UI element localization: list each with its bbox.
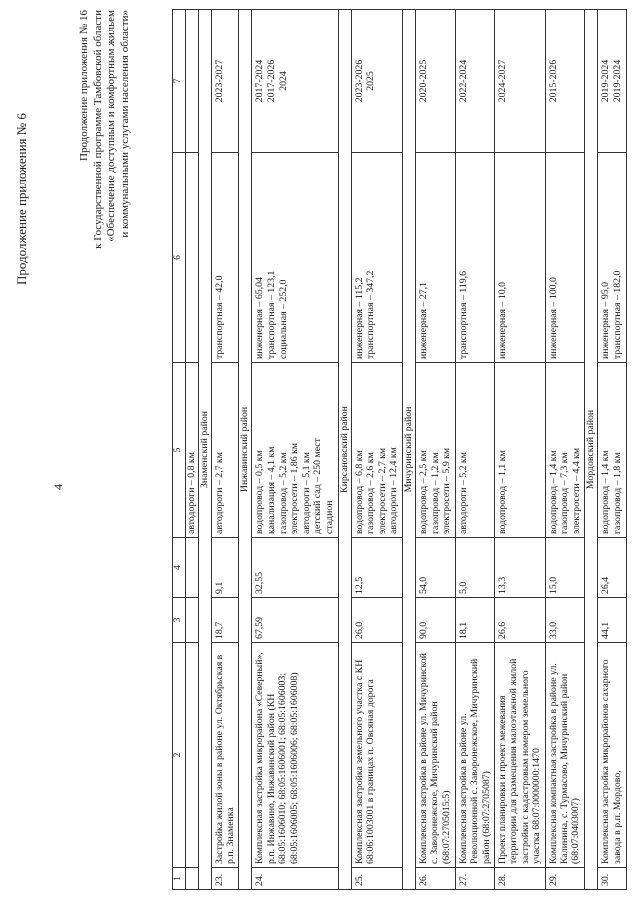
- column-4-value: 12,5: [351, 538, 402, 598]
- district-name: Мичуринский район: [402, 10, 415, 890]
- column-4-value: 13,3: [494, 538, 545, 598]
- table-row: [598, 10, 626, 890]
- year-line: 2024-2027: [496, 59, 508, 103]
- area-value: 26,6: [494, 598, 545, 643]
- years-cell: [455, 10, 494, 153]
- district-name: Инжавинский район: [239, 10, 252, 890]
- table-row: [211, 10, 239, 890]
- row-number: 24.: [252, 868, 338, 890]
- row-number: 28.: [494, 868, 545, 890]
- investment-cell: [545, 153, 585, 363]
- investment-cell: [455, 153, 494, 363]
- investment-line: инженерная – 10,0: [496, 281, 508, 359]
- object-line: газопровод – 7,3 км: [559, 452, 571, 534]
- section-header-row: [198, 10, 211, 890]
- object-line: автодороги – 5,1 км: [300, 452, 312, 534]
- investment-line: транспортная – 347,2: [365, 270, 377, 359]
- column-number: 2: [173, 643, 186, 868]
- subtitle-line: к Государственной программе Тамбовской области: [91, 10, 104, 249]
- project-name: Комплексная застройка микрорайонов сахарного завода в р.п. Мордово,: [598, 643, 626, 868]
- area-value: 67,59: [252, 598, 338, 643]
- district-name: Знаменский район: [198, 10, 211, 890]
- investment-cell: [351, 153, 402, 363]
- objects-cell: [351, 363, 402, 538]
- object-line: газопровод – 1,2 км: [429, 452, 441, 534]
- table-row: [494, 10, 545, 890]
- area-value: 26,0: [351, 598, 402, 643]
- investment-line: социальная – 252,0: [277, 279, 289, 359]
- register-table: [172, 9, 627, 890]
- object-line: водопровод – 1,4 км: [600, 450, 612, 534]
- project-name: Проект планировки и проект межевания территории для размещения малоэтажной жилой застройки с кадастровым номером земельного участка 68:07:0000000:1470: [494, 643, 545, 868]
- column-number: 6: [173, 153, 186, 363]
- column-number-row: [173, 10, 186, 890]
- area-value: 18,1: [455, 598, 494, 643]
- object-line: автодороги – 5,2 км: [457, 452, 469, 534]
- objects-cell: [455, 363, 494, 538]
- row-number: 30.: [598, 868, 626, 890]
- column-4-value: 26,4: [598, 538, 626, 598]
- year-line: 2024: [277, 71, 289, 91]
- section-header-row: [338, 10, 351, 890]
- column-4-value: 9,1: [211, 538, 239, 598]
- column-number: 3: [173, 598, 186, 643]
- row-number: 26.: [415, 868, 455, 890]
- years-cell: [211, 10, 239, 153]
- investment-line: инженерная – 115,2: [353, 277, 365, 359]
- years-cell: [494, 10, 545, 153]
- object-line: водопровод – 0,5 км: [254, 450, 266, 534]
- empty-cell: [185, 538, 198, 598]
- column-number: 4: [173, 538, 186, 598]
- page-number: 4: [51, 484, 65, 490]
- object-line: детский сад – 250 мест: [312, 438, 324, 534]
- investment-line: транспортная – 123,1: [266, 270, 277, 359]
- investment-line: транспортная – 119,6: [457, 270, 469, 359]
- year-line: 2015-2026: [547, 59, 559, 103]
- section-header-row: [585, 10, 598, 890]
- objects-cell: [494, 363, 545, 538]
- object-line: водопровод – 2,5 км: [417, 450, 429, 534]
- investment-line: инженерная – 65,04: [254, 277, 266, 359]
- empty-cell: [185, 10, 198, 153]
- object-line: автодороги – 12,4 км: [388, 447, 400, 534]
- years-cell: [252, 10, 338, 153]
- section-header-row: [239, 10, 252, 890]
- subtitle-line: Продолжение приложения № 16: [78, 10, 90, 161]
- investment-line: инженерная – 95,0: [600, 281, 612, 359]
- project-name: Комплексная застройка в районе ул. Революционной с. Заворонежское, Мичуринский район (68:07:2705087): [455, 643, 494, 868]
- object-line: электросети – 2,7 км: [376, 447, 388, 534]
- investment-cell: [252, 153, 338, 363]
- row-number: 25.: [351, 868, 402, 890]
- year-line: 2022-2024: [457, 59, 469, 103]
- column-4-value: 32,55: [252, 538, 338, 598]
- appendix-title: Продолжение приложения № 6: [14, 113, 29, 285]
- project-name: Комплексная застройка микрорайона «Северный», р.п. Инжавино, Инжавинский район (КН 68:05:1606010; 68:05:1606001; 68:05:1606003; 68:05:1606005; 68:05:1606006; 68:05:1606008): [252, 643, 338, 868]
- column-4-value: 5,0: [455, 538, 494, 598]
- appendix-subtitle: [78, 10, 132, 330]
- objects-cell: [415, 363, 455, 538]
- column-number: 5: [173, 363, 186, 538]
- row-number: 23.: [211, 868, 239, 890]
- project-name: Комплексная застройка земельного участка с КН 68:06:1003001 в границах п. Овсяная дорога: [351, 643, 402, 868]
- year-line: 2019-2024: [611, 59, 623, 103]
- table-row: [252, 10, 338, 890]
- column-4-value: 15,0: [545, 538, 585, 598]
- investment-line: транспортная – 42,0: [213, 275, 225, 359]
- year-line: 2019-2024: [600, 59, 612, 103]
- continued-row: [185, 10, 198, 890]
- subtitle-line: «Обеспечение доступным и комфортным жильем: [105, 10, 117, 242]
- objects-cell: [598, 363, 626, 538]
- object-line: канализация – 4,1 км: [266, 446, 277, 534]
- object-line: водопровод – 1,1 км: [496, 450, 508, 534]
- object-line: водопровод – 6,8 км: [353, 450, 365, 534]
- investment-cell: [598, 153, 626, 363]
- objects-cell: [545, 363, 585, 538]
- year-line: 2023-2026: [353, 59, 365, 103]
- object-line: стадион: [323, 500, 335, 534]
- object-line: газопровод – 2,6 км: [365, 452, 377, 534]
- years-cell: [545, 10, 585, 153]
- investment-line: транспортная – 182,0: [611, 270, 623, 359]
- years-cell: [415, 10, 455, 153]
- district-name: Кирсановский район: [338, 10, 351, 890]
- investment-line: инженерная – 27,1: [417, 281, 429, 359]
- empty-cell: [185, 643, 198, 868]
- column-number: 1: [173, 868, 186, 890]
- table-row: [415, 10, 455, 890]
- table-row: [455, 10, 494, 890]
- empty-cell: [185, 598, 198, 643]
- object-line: водопровод – 1,4 км: [547, 450, 559, 534]
- investment-cell: [415, 153, 455, 363]
- object-line: электросети – 1,86 км: [289, 442, 301, 534]
- table-row: [545, 10, 585, 890]
- area-value: 44,1: [598, 598, 626, 643]
- investment-cell: [211, 153, 239, 363]
- row-number: 27.: [455, 868, 494, 890]
- subtitle-line: и коммунальными услугами населения области»: [118, 10, 131, 238]
- year-line: 2023-2027: [213, 59, 225, 103]
- empty-cell: [185, 868, 198, 890]
- table-row: [351, 10, 402, 890]
- object-line: электросети – 4,4 км: [570, 447, 582, 534]
- objects-cell: [185, 363, 198, 538]
- project-name: Комплексная застройка в районе ул. Мичуринской с. Заворонежское, Мичуринский район (68:07:2705015:5): [415, 643, 455, 868]
- area-value: 33,0: [545, 598, 585, 643]
- district-name: Мордовский район: [585, 10, 598, 890]
- years-cell: [598, 10, 626, 153]
- object-line: автодороги – 0,8 км: [185, 452, 197, 534]
- year-line: 2020-2025: [417, 59, 429, 103]
- object-line: газопровод – 5,2 км: [277, 452, 289, 534]
- year-line: 2025: [365, 71, 377, 91]
- column-number: 7: [173, 10, 186, 153]
- row-number: 29.: [545, 868, 585, 890]
- year-line: 2017-2026: [266, 59, 277, 103]
- project-name: Застройка жилой зоны в районе ул. Октябрьская в р.п. Знаменка: [211, 643, 239, 868]
- object-line: автодороги – 2,7 км: [213, 452, 225, 534]
- object-line: газопровод – 1,8 км: [611, 452, 623, 534]
- area-value: 90,0: [415, 598, 455, 643]
- area-value: 18,7: [211, 598, 239, 643]
- year-line: 2017-2024: [254, 59, 266, 103]
- investment-line: инженерная – 100,0: [547, 277, 559, 359]
- empty-cell: [185, 153, 198, 363]
- section-header-row: [402, 10, 415, 890]
- investment-cell: [494, 153, 545, 363]
- object-line: электросети – 5,9 км: [441, 447, 453, 534]
- objects-cell: [211, 363, 239, 538]
- objects-cell: [252, 363, 338, 538]
- project-name: Комплексная компактная застройка в районе ул. Калинина, с. Турмасово, Мичуринский район (68:07:0403007): [545, 643, 585, 868]
- column-4-value: 54,0: [415, 538, 455, 598]
- years-cell: [351, 10, 402, 153]
